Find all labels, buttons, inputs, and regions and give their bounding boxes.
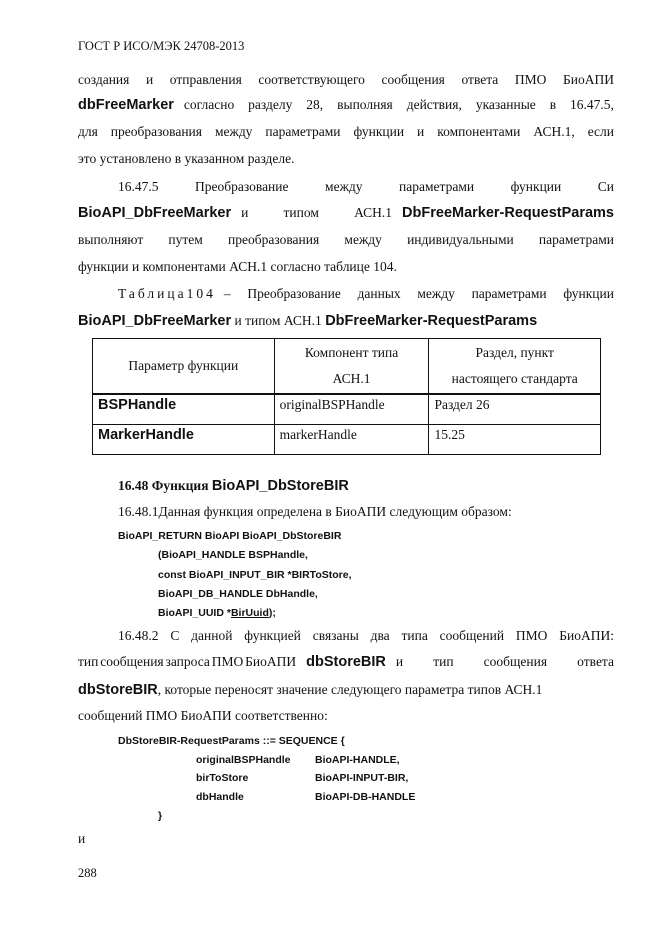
word: функцией bbox=[244, 628, 301, 643]
caption-term-1: BioAPI_DbFreeMarker bbox=[78, 313, 232, 329]
word: АСН.1 bbox=[354, 205, 393, 220]
word: Преобразование bbox=[247, 286, 341, 301]
word: 16.47.5, bbox=[570, 97, 614, 112]
asn-head: DbStoreBIR-RequestParams ::= SEQUENCE { bbox=[118, 735, 345, 747]
code-line: const BioAPI_INPUT_BIR *BIRToStore, bbox=[158, 569, 352, 581]
word: 16.47.5 bbox=[118, 179, 159, 194]
term-bioapi-dbfreemarker: BioAPI_DbFreeMarker bbox=[78, 205, 232, 221]
para1-line4: это установлено в указанном разделе. bbox=[78, 151, 295, 166]
cell-component: markerHandle bbox=[274, 425, 429, 455]
word: сообщения bbox=[100, 654, 164, 669]
word: БиоАПИ bbox=[245, 654, 297, 669]
word: и bbox=[395, 654, 404, 669]
word: параметрами bbox=[399, 179, 475, 194]
word: функции bbox=[353, 124, 405, 139]
word: путем bbox=[168, 232, 203, 247]
word: запроса bbox=[165, 654, 210, 669]
word: создания bbox=[78, 72, 130, 87]
word: указанные bbox=[475, 97, 536, 112]
table-row bbox=[93, 394, 601, 425]
code-line: (BioAPI_HANDLE BSPHandle, bbox=[158, 549, 308, 561]
word: согласно bbox=[183, 97, 235, 112]
word: тип bbox=[78, 654, 99, 669]
word: АСН.1, bbox=[533, 124, 575, 139]
term-dbfreemarker: dbFreeMarker bbox=[78, 97, 174, 113]
word: связаны bbox=[312, 628, 359, 643]
header-param: Параметр функции bbox=[93, 339, 275, 395]
word: преобразования bbox=[228, 232, 320, 247]
word: между bbox=[344, 232, 382, 247]
p2-l2-left bbox=[78, 654, 296, 670]
table-caption-line2 bbox=[78, 312, 537, 330]
word: параметрами bbox=[538, 232, 614, 247]
caption-mid: и типом АСН.1 bbox=[231, 313, 326, 328]
word: сообщений bbox=[439, 628, 505, 643]
word: и bbox=[417, 124, 425, 139]
word: Си bbox=[597, 179, 614, 194]
asn-field-type: BioAPI-INPUT-BIR, bbox=[315, 772, 409, 784]
header-section: Раздел, пункт настоящего стандарта bbox=[429, 339, 601, 395]
word: типа bbox=[401, 628, 428, 643]
word: для bbox=[78, 124, 98, 139]
word: БиоАПИ: bbox=[559, 628, 614, 643]
cell-param: MarkerHandle bbox=[93, 425, 275, 455]
table-caption-number: 104 bbox=[186, 286, 216, 301]
word: в bbox=[549, 97, 557, 112]
word: БиоАПИ bbox=[562, 72, 614, 87]
table-row bbox=[93, 425, 601, 455]
para-16-48-2-line4: сообщений ПМО БиоАПИ соответственно: bbox=[78, 708, 328, 723]
word: соответствующего bbox=[258, 72, 365, 87]
word: С bbox=[170, 628, 180, 643]
word: данной bbox=[191, 628, 233, 643]
word: типом bbox=[283, 205, 319, 220]
word: – bbox=[223, 286, 231, 301]
heading-number: 16.48 Функция bbox=[118, 478, 212, 493]
p2-l2-right bbox=[396, 654, 614, 670]
word: ПМО bbox=[515, 628, 548, 643]
word: 16.48.2 bbox=[118, 628, 159, 643]
para1-line1 bbox=[78, 72, 614, 88]
page-number: 288 bbox=[78, 866, 97, 880]
word: параметрами bbox=[265, 124, 341, 139]
word: между bbox=[417, 286, 455, 301]
word: и bbox=[145, 72, 154, 87]
para-16-48-2-line2 bbox=[78, 654, 614, 670]
para2-line3 bbox=[78, 232, 614, 248]
word: данных bbox=[357, 286, 401, 301]
table-caption-text bbox=[224, 286, 614, 302]
word: параметрами bbox=[471, 286, 547, 301]
caption-term-2: DbFreeMarker-RequestParams bbox=[325, 313, 538, 329]
table-104 bbox=[92, 338, 601, 455]
para-16-48-2-line1 bbox=[118, 628, 614, 644]
heading-function-name: BioAPI_DbStoreBIR bbox=[211, 478, 349, 494]
word: компонентами bbox=[437, 124, 521, 139]
cell-section: Раздел 26 bbox=[429, 394, 601, 425]
p2-l3-rest: , которые переносят значение следующего параметра типов АСН.1 bbox=[157, 682, 543, 697]
table-header-row bbox=[93, 339, 601, 395]
word: Преобразование bbox=[195, 179, 289, 194]
word: индивидуальными bbox=[407, 232, 514, 247]
word: выполняют bbox=[78, 232, 144, 247]
section-heading-16-48 bbox=[118, 477, 349, 495]
word: сообщения bbox=[381, 72, 445, 87]
word: ПМО bbox=[211, 654, 244, 669]
cell-component: originalBSPHandle bbox=[274, 394, 429, 425]
asn-field-type: BioAPI-DB-HANDLE bbox=[315, 791, 416, 803]
word: отправления bbox=[169, 72, 242, 87]
para-16-48-1: 16.48.1Данная функция определена в БиоАПИ следующим образом: bbox=[118, 504, 512, 519]
para2-line1 bbox=[118, 179, 614, 195]
asn-close: } bbox=[158, 810, 163, 822]
word: если bbox=[587, 124, 614, 139]
para2-line4: функции и компонентами АСН.1 согласно таблице 104. bbox=[78, 259, 397, 274]
word: функции bbox=[510, 179, 562, 194]
running-header: ГОСТ Р ИСО/МЭК 24708-2013 bbox=[78, 39, 245, 53]
code-line: BioAPI_DB_HANDLE DbHandle, bbox=[158, 588, 318, 600]
word: преобразования bbox=[110, 124, 202, 139]
word: действия, bbox=[406, 97, 462, 112]
header-component: Компонент типа АСН.1 bbox=[274, 339, 429, 395]
term-dbfreemarker-requestparams: DbFreeMarker-RequestParams bbox=[402, 205, 614, 221]
para2-line2 bbox=[78, 205, 614, 221]
para1-line2-rest bbox=[184, 97, 614, 113]
word: тип bbox=[433, 654, 454, 669]
word: между bbox=[214, 124, 253, 139]
word: два bbox=[370, 628, 390, 643]
cell-param: BSPHandle bbox=[93, 394, 275, 425]
para2-line2-mid bbox=[241, 205, 392, 221]
word: ответа bbox=[577, 654, 614, 669]
term-dbstorebir-2: dbStoreBIR bbox=[78, 682, 158, 698]
para1-line3 bbox=[78, 124, 614, 140]
cell-section: 15.25 bbox=[429, 425, 601, 455]
word: сообщения bbox=[483, 654, 548, 669]
word: ПМО bbox=[514, 72, 547, 87]
word: между bbox=[325, 179, 363, 194]
asn-field-name: birToStore bbox=[196, 772, 249, 784]
code-underlined-birUuid: BirUuid bbox=[230, 607, 269, 619]
code-line: BioAPI_RETURN BioAPI BioAPI_DbStoreBIR bbox=[118, 530, 342, 542]
word: разделу bbox=[248, 97, 293, 112]
asn-field-name: originalBSPHandle bbox=[196, 754, 291, 766]
table-caption-line1 bbox=[118, 286, 614, 302]
table-caption-label: Таблица bbox=[118, 286, 187, 301]
conjunction: и bbox=[78, 831, 86, 846]
word: 28, bbox=[306, 97, 324, 112]
code-line-last: BioAPI_UUID *BirUuid); bbox=[158, 607, 276, 619]
word: и bbox=[241, 205, 249, 220]
word: выполняя bbox=[337, 97, 393, 112]
term-dbstorebir: dbStoreBIR bbox=[306, 654, 386, 670]
word: ответа bbox=[461, 72, 499, 87]
para1-line2 bbox=[78, 97, 614, 113]
word: функции bbox=[563, 286, 614, 301]
asn-field-name: dbHandle bbox=[196, 791, 244, 803]
asn-field-type: BioAPI-HANDLE, bbox=[315, 754, 400, 766]
para-16-48-2-line3 bbox=[78, 681, 614, 699]
